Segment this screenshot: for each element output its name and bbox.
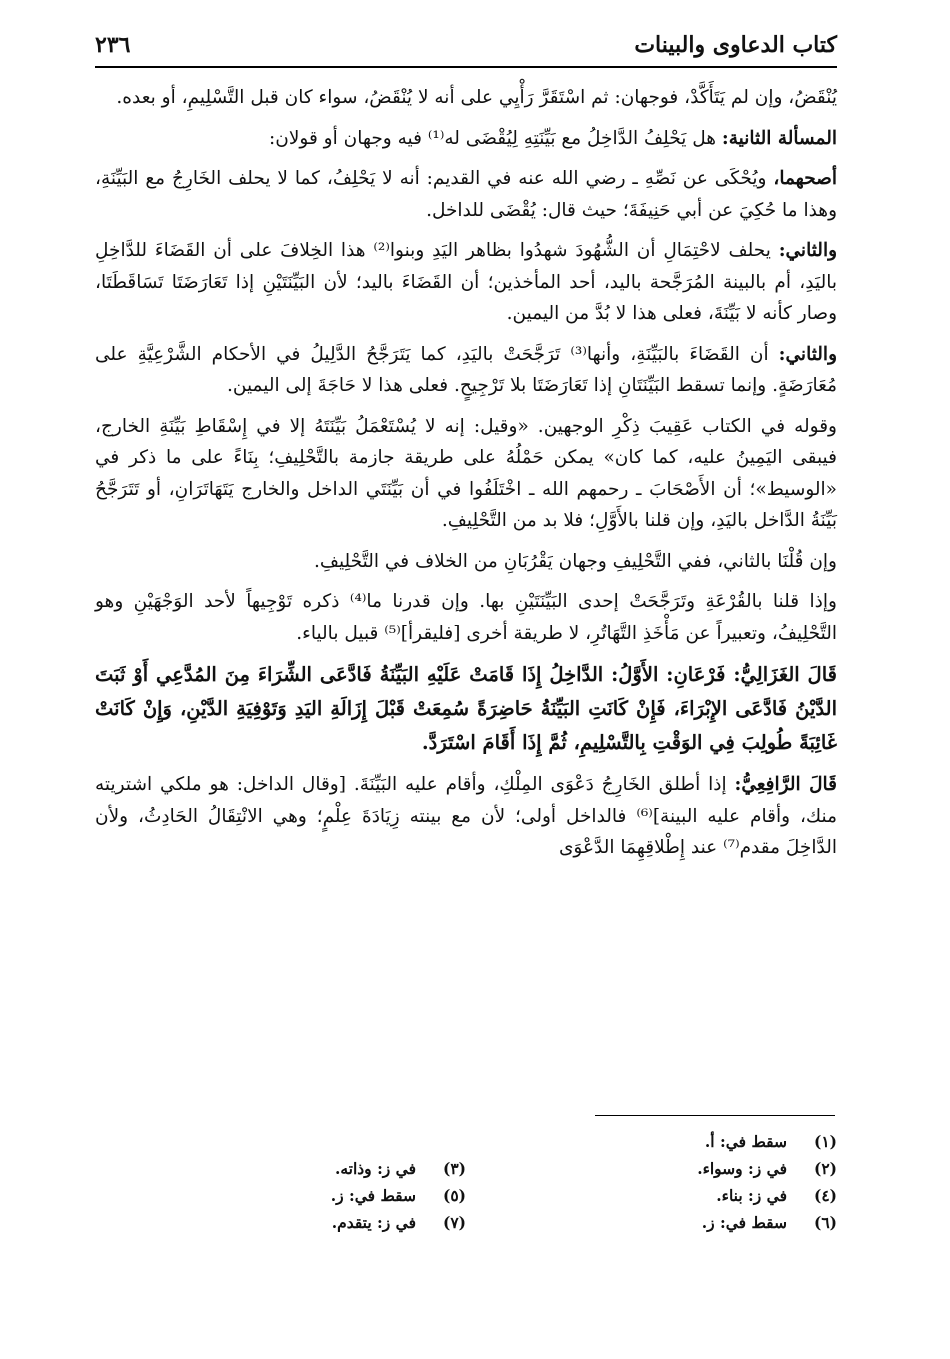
footnote: (٥) سقط في: ز. [330,1186,466,1205]
page-number: ٢٣٦ [95,32,131,58]
paragraph: أصحهما، ويُحْكَى عن نَصِّهِ ـ رضي الله عنه في القديم: أنه لا يَحْلِفُ، كما لا يحلف الخَارِجُ مع البَيِّنَةِ، وهذا ما حُكِيَ عن أبي حَنِيفَةَ؛ حيث قال: يُقْضَى للداخل. [95,168,837,221]
paragraph: والثاني: أن القَضَاءَ بالبَيِّنَةِ، وأنها⁽³⁾ تَرَجَّحَتْ باليَدِ، كما يَتَرَجَّحُ الدَّلِيلُ في الأحكام الشَّرْعِيَّةِ على مُعَارَضَةٍ. وإنما تسقط البَيِّنَتَانِ إذا تَعَارَضَتَا بلا تَرْجِيحٍ. فعلى هذا لا حَاجَةَ إلى اليمين. [95,343,837,396]
paragraph: والثاني: يحلف لاحْتِمَالِ أن الشُّهُودَ شهدُوا بظاهر اليَدِ وبنوا⁽²⁾ هذا الخِلافَ على أن القَضَاءَ للدَّاخِلِ باليَدِ، أم بالبينة المُرَجَّحة باليد، أحد المأخذين؛ أن القَضَاءَ باليد؛ لأن البَيِّنَتَيْنِ إذا تَعَارَضَتَا تَسَاقَطَتَا، وصار كأنه لا بَيِّنَةَ، فعلى هذا لا بُدَّ من اليمين. [95,240,838,324]
footnote: (٦) سقط في: ز. [701,1213,837,1232]
paragraph: وقوله في الكتاب عَقِيبَ ذِكْرِ الوجهين. «وقيل: إنه لا يُسْتَعْمَلُ بَيِّنَتَهُ إلا في إِسْقَاطِ بَيِّنَةِ الخارج، فيبقى اليَمِينُ عليه، كما كان» يمكن حَمْلُهُ على طريقة جازمة بالتَّحْلِيفِ؛ بِنَاءً على ما ذكر في «الوسيط»؛ أن الأَصْحَابَ ـ رحمهم الله ـ اخْتَلَفُوا في أن بَيِّنَتَي الداخل والخارج يَتَهَاتَرَانِ، أو تَتَرَجَّحُ بَيِّنَةُ الدَّاخل باليَدِ، وإن قلنا بالأَوَّلِ؛ فلا بد من التَّحْلِيفِ. [95,415,837,531]
main-text [95,82,837,873]
footnote: (٤) في ز: بناء. [716,1186,837,1205]
paragraph: قَالَ الرَّافِعِيُّ: إذا أطلق الخَارِجُ دَعْوَى المِلْكِ، وأقام عليه البَيِّنَةَ. [وقال الداخل: هو ملكي اشتريته منك، وأقام عليه البينة]⁽⁶⁾ فالداخل أولى؛ لأن مع بينته زِيَادَةَ عِلْمٍ؛ وهي الانْتِقَالُ الحَادِثُ، ولأن الدَّاخِلَ مقدم⁽⁷⁾ عند إِطْلاقِهِمَا الدَّعْوَى [95,774,837,858]
footnote-row [95,1182,837,1209]
header-rule [95,66,837,68]
paragraph: وإن قُلْنَا بالثاني، ففي التَّحْلِيفِ وجهان يَقْرُبَانِ من الخلاف في التَّحْلِيفِ. [313,550,837,572]
footnote-row [95,1209,837,1236]
running-title: كتاب الدعاوى والبينات [634,32,837,58]
ghazali-quote: قَالَ الغَزَالِيُّ: فَرْعَانِ: الأَوَّلُ: الدَّاخِلُ إِذَا قَامَتْ عَلَيْهِ البَيِّنَةُ فَادَّعَى الشِّرَاءَ مِنَ المُدَّعِي أَوْ ثَبَتَ الدَّيْنُ فَادَّعَى الإِبْرَاءَ، فَإِنْ كَانَتِ البَيِّنَةُ حَاضِرَةً سُمِعَتْ قَبْلَ إِزَالَةِ اليَدِ وَتَوْفِيَةِ الدَّيْنِ، وَإِنْ كَانَتْ غَائِبَةً طُولِبَ فِي الوَقْتِ بِالتَّسْلِيمِ، ثُمَّ إِذَا أَقَامَ اسْتَرَدَّ. [95,663,837,754]
footnote-row [95,1128,837,1155]
footnotes [95,1128,837,1236]
footnote: (٣) في ز: وذاته. [334,1159,466,1178]
footnote-rule [595,1115,835,1116]
paragraph: يُنْقَضُ، وإن لم يَتَأَكَّدْ، فوجهان: ثم اسْتَقَرَّ رَأْيِي على أنه لا يُنْقَضُ، سواء كان قبل التَّسْلِيمِ، أو بعده. [116,87,837,108]
footnote: (١) سقط في: أ. [704,1132,837,1151]
paragraph: المسألة الثانية: هل يَحْلِفُ الدَّاخِلُ مع بَيِّنَتِهِ لِيُقْضَى له⁽¹⁾ فيه وجهان أو قولان: [269,127,837,149]
paragraph: وإذا قلنا بالقُرْعَةِ وتَرَجَّحَتْ إحدى البَيِّنَتَيْنِ بها. وإن قدرنا ما⁽⁴⁾ ذكره تَوْجِيهاً لأحد الوَجْهَيْنِ وهو التَّحْلِيفُ، وتعبيراً عن مَأْخَذِ التَّهَاتُرِ، لا طريقة أخرى [فليقرأ]⁽⁵⁾ قبيل بالياء. [95,591,837,644]
footnote: (٢) في ز: وسواء. [697,1159,837,1178]
footnote-row [95,1155,837,1182]
page-header [95,24,837,66]
footnote: (٧) في ز: يتقدم. [331,1213,466,1232]
